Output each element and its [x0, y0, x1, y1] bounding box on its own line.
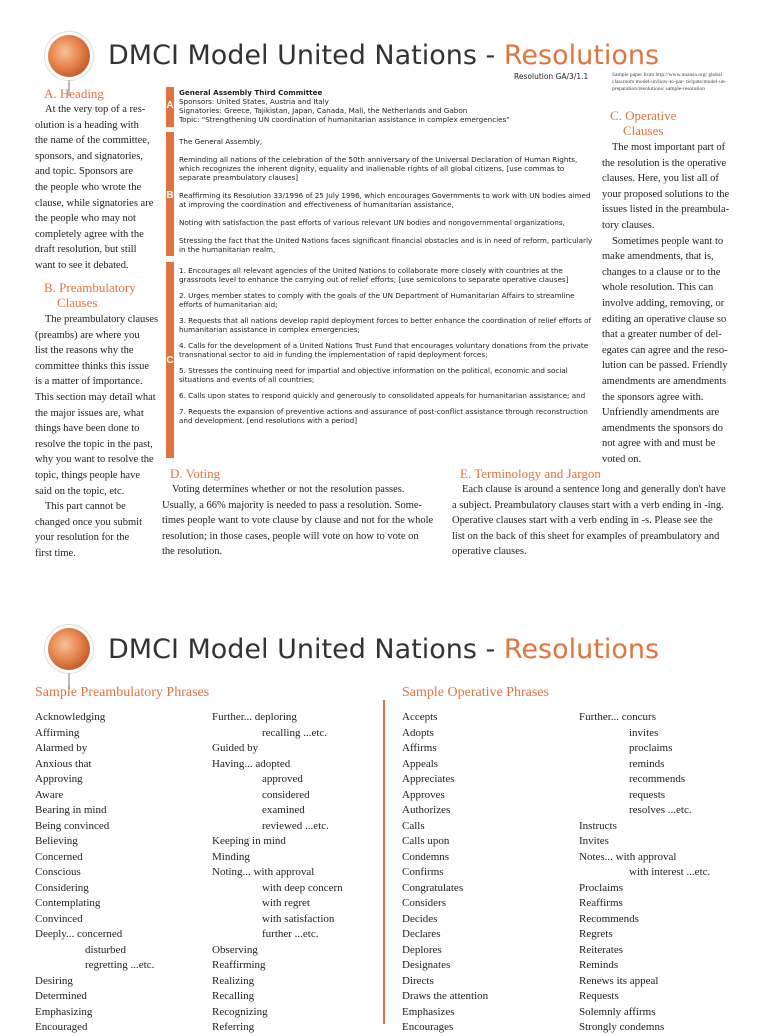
phrase-item: considered	[262, 788, 310, 801]
un-globe-icon	[48, 35, 90, 77]
phrase-item: Renews its appeal	[579, 974, 659, 987]
phrase-item: Contemplating	[35, 897, 101, 909]
phrase-item: Draws the attention	[402, 990, 489, 1002]
phrase-item: with regret	[262, 897, 310, 909]
page1.text_a-line: clause, while signatories are	[35, 197, 154, 209]
phrase-item: reminds	[629, 757, 665, 770]
page1.text_e-line: a subject. Preambulatory clauses start with a verb ending in -ing.	[452, 499, 724, 511]
sample-preamb-1: Reminding all nations of the celebration of the 50th anniversary of the Universal Declaration of Human Rights, which recognizes the inherent dignity, equality and inalienable rights of all global citizens, [use commas to separate preambulatory clauses]	[179, 155, 578, 182]
page1.text_b-line: (preambs) are where you	[35, 329, 140, 341]
title-accent-2: Resolutions	[503, 634, 660, 665]
sample-preamb-4: Stressing the fact that the United Nations faces significant financial obstacles and is in need of reform, particularly in the humanitarian realm,	[179, 236, 593, 254]
phrase-item: Calls	[402, 819, 425, 832]
sample-sponsors: Sponsors: United States, Austria and Italy	[179, 97, 329, 106]
page1.text_a-line: At the very top of a res-	[45, 104, 146, 115]
sample-oper-1: 1. Encourages all relevant agencies of the United Nations to collaborate more closely with countries at the grassroots level to enhance the carrying out of relief efforts; [use semicolons to separate operative clauses]	[179, 266, 569, 284]
page1.text_c-line: the sponsors agree with.	[602, 391, 704, 403]
phrase-item: Appreciates	[402, 773, 455, 785]
phrase-item: Appeals	[402, 757, 439, 770]
page-title	[108, 40, 659, 71]
page1.text_c-line: tory clauses.	[602, 219, 655, 231]
phrase-item: Reiterates	[579, 943, 623, 956]
sample-oper-4: 4. Calls for the development of a United Nations Trust Fund that encourages voluntary donations from the private transnational sector to aid in funding the implementation of rapid deployment forces;	[179, 341, 589, 359]
page1.text_c-line: amendments are amendments	[602, 375, 727, 387]
phrase-item: Observing	[212, 943, 258, 956]
phrase-item: Further... concurs	[579, 711, 656, 723]
phrase-item: further ...etc.	[262, 928, 319, 940]
phrase-item: Noting... with approval	[212, 866, 315, 878]
phrase-item: Bearing in mind	[35, 804, 107, 816]
phrase-item: Notes... with approval	[579, 850, 677, 863]
preamb-phrases-heading: Sample Preambulatory Phrases	[35, 685, 210, 700]
page1.text_c-line: issues listed in the preambula-	[602, 204, 730, 216]
heading-a: A. Heading	[44, 86, 104, 101]
sample-preamb-3: Noting with satisfaction the past efforts of various relevant UN bodies and nongovernmental organizations,	[179, 218, 565, 227]
page1.text_a-line: the people who may not	[35, 213, 136, 225]
title-main: DMCI Model United Nations -	[108, 40, 504, 71]
phrase-item: Directs	[402, 974, 434, 987]
phrase-item: Emphasizing	[35, 1005, 93, 1018]
phrase-item: disturbed	[85, 943, 126, 956]
phrase-item: Alarmed by	[35, 742, 88, 754]
page1.text_b-line: your resolution for the	[35, 532, 130, 544]
sample-committee: General Assembly Third Committee	[179, 88, 323, 97]
phrase-item: Acknowledging	[35, 711, 106, 723]
heading-e: E. Terminology and Jargon	[460, 466, 601, 481]
phrase-item: Affirms	[402, 742, 437, 754]
phrase-item: Recognizing	[212, 1005, 268, 1018]
page1.text_c-line: amendments the sponsors do	[602, 422, 724, 434]
page1.text_a-line: the name of the committee,	[35, 135, 150, 147]
heading-c	[610, 108, 676, 138]
preamb-col-1	[35, 710, 154, 1036]
phrase-item: requests	[629, 788, 666, 801]
phrase-item: recommends	[629, 773, 686, 785]
page1.text_c-line: egates can agree and the reso-	[602, 344, 728, 356]
phrase-item: Concerned	[35, 850, 83, 863]
sample-topic: Topic: "Strengthening UN coordination of humanitarian assistance in complex emergencies"	[179, 115, 510, 124]
page1.text_c-line: not agree with and must be	[602, 438, 716, 450]
phrase-item: Approving	[35, 773, 83, 785]
column-divider	[383, 700, 385, 1024]
sample-preamb-2: Reaffirming its Resolution 33/1996 of 25 July 1996, which encourages Governments to work with UN bodies aimed at improving the coordination and effectiveness of humanitarian assistance,	[179, 191, 591, 209]
page1.text_b-line: the major issues are, what	[35, 407, 144, 419]
phrase-item: Keeping in mind	[212, 835, 286, 847]
page1.text_b-line: This section may detail what	[35, 391, 156, 403]
text-b	[35, 312, 170, 562]
page1.text_a-line: and topic. Sponsors are	[35, 166, 133, 178]
heading-d: D. Voting	[170, 466, 221, 481]
phrase-item: Requests	[579, 990, 619, 1002]
sample-source-note: Sample paper from http://www.unausa.org/ global classroom model-un/how-to-par- ticipate/model-un-preparation/resolutions/ sample-resolution	[612, 72, 727, 92]
oper-col-1	[402, 710, 488, 1036]
heading-c-line1: C. Operative	[610, 108, 677, 123]
heading-b-line1: B. Preambulatory	[44, 280, 136, 295]
phrase-item: Realizing	[212, 974, 255, 987]
page1.text_a-line: the people who wrote the	[35, 181, 142, 193]
page1.text_b-line: said on the topic, etc.	[35, 485, 125, 497]
phrase-item: Condemns	[402, 850, 450, 863]
phrase-item: examined	[262, 804, 305, 816]
preamb-col-2	[212, 710, 343, 1036]
phrase-item: Believing	[35, 835, 78, 847]
phrase-item: Aware	[35, 788, 64, 801]
page1.text_c-line: The most important part of	[612, 142, 726, 153]
page1.text_b-line: topic, things people have	[35, 469, 140, 481]
page1.text_b-line: This part cannot be	[45, 501, 126, 513]
phrase-item: with interest ...etc.	[629, 866, 711, 878]
phrase-item: resolves ...etc.	[629, 804, 692, 816]
sample-oper-3: 3. Requests that all nations develop rapid deployment forces to better enhance the coordination of relief efforts of humanitarian assistance in complex emergencies;	[179, 316, 592, 334]
phrase-item: Conscious	[35, 866, 81, 878]
phrase-item: Confirms	[402, 866, 444, 878]
page1.text_c-line: editing an operative clause so	[602, 313, 727, 325]
page1.text_b-line: things have been done to	[35, 423, 140, 435]
phrase-item: Strongly condemns	[579, 1021, 665, 1033]
page1.text_a-line: olution is a heading with	[35, 119, 139, 131]
title-main-2: DMCI Model United Nations -	[108, 634, 504, 665]
sample-oper-6: 6. Calls upon states to respond quickly and generously to consolidated appeals for humanitarian assistance; and	[179, 391, 586, 400]
phrase-item: Considering	[35, 881, 89, 894]
phrase-item: Declares	[402, 928, 441, 940]
phrase-item: Deeply... concerned	[35, 928, 123, 940]
heading-c-line2: Clauses	[623, 123, 664, 138]
page1.text_c-line: lution can be passed. Friendly	[602, 360, 728, 372]
page1.text_e-line: list on the back of this sheet for examples of preambulatory and	[452, 530, 720, 542]
page1.text_a-line: sponsors, and signatories,	[35, 150, 143, 162]
page1.text_c-line: the resolution is the operative	[602, 157, 727, 169]
phrase-item: Having... adopted	[212, 757, 291, 770]
phrase-item: Desiring	[35, 974, 73, 987]
text-c	[602, 140, 737, 467]
oper-col-2	[579, 710, 710, 1036]
phrase-item: Guided by	[212, 742, 259, 754]
page1.text_a-line: completely agree with the	[35, 228, 144, 240]
text-e	[452, 482, 742, 560]
phrase-item: Further... deploring	[212, 711, 297, 723]
phrase-item: Anxious that	[35, 757, 92, 770]
bar-label-b: B	[166, 190, 174, 201]
page1.text_e-line: Operative clauses start with a verb ending in -s. Please see the	[452, 515, 713, 527]
page1.text_c-line: your proposed solutions to the	[602, 188, 730, 200]
text-d	[162, 482, 452, 560]
un-globe-icon-2	[48, 628, 90, 670]
page1.text_c-line: whole resolution. This can	[602, 282, 714, 294]
phrase-item: Adopts	[402, 726, 434, 739]
page1.text_c-line: make amendments, that is,	[602, 251, 714, 263]
phrase-item: Accepts	[402, 711, 438, 723]
page1.text_a-line: draft resolution, but still	[35, 244, 137, 256]
phrase-item: Convinced	[35, 912, 83, 925]
phrase-item: Considers	[402, 897, 446, 909]
page1.text_c-line: voted on.	[602, 453, 642, 465]
page1.text_b-line: resolve the topic in the past,	[35, 438, 153, 450]
phrase-item: Referring	[212, 1021, 255, 1033]
sample-oper-block	[179, 266, 597, 425]
phrase-item: Designates	[402, 959, 451, 971]
page1.text_b-line: list the reasons why the	[35, 345, 134, 357]
sample-oper-7: 7. Requests the expansion of preventive actions and assurance of post-conflict assistance through reconstruction and development. [end resolutions with a period]	[179, 407, 588, 425]
phrase-item: with satisfaction	[262, 912, 335, 925]
sample-preamb-block	[179, 137, 597, 254]
phrase-item: invites	[629, 726, 659, 739]
phrase-item: Reaffirms	[579, 897, 623, 909]
page1.text_d-line: Usually, a 66% majority is needed to pass a resolution. Some-	[162, 499, 423, 511]
phrase-item: recalling ...etc.	[262, 726, 328, 739]
phrase-item: approved	[262, 773, 303, 785]
page1.text_e-line: Each clause is around a sentence long and generally don't have	[462, 484, 726, 495]
heading-b	[44, 280, 136, 310]
oper-phrases-heading: Sample Operative Phrases	[402, 685, 549, 700]
title-accent: Resolutions	[503, 40, 660, 71]
page1.text_b-line: committee thinks this issue	[35, 360, 150, 372]
phrase-item: Decides	[402, 912, 438, 925]
phrase-item: Approves	[402, 788, 445, 801]
page1.text_c-line: Sometimes people want to	[612, 235, 724, 247]
phrase-item: Determined	[35, 990, 87, 1002]
page1.text_d-line: the resolution.	[162, 546, 223, 558]
page1.text_d-line: times people want to vote clause by clause and not for the whole	[162, 515, 434, 527]
bar-label-a: A	[166, 100, 174, 111]
phrase-item: Deplores	[402, 943, 442, 956]
phrase-item: Calls upon	[402, 835, 450, 847]
sample-signatories: Signatories: Greece, Tajikistan, Japan, Canada, Mali, the Netherlands and Gabon	[179, 106, 468, 115]
page1.text_c-line: involve adding, removing, or	[602, 297, 725, 309]
sample-heading-block	[179, 88, 599, 124]
phrase-item: Congratulates	[402, 881, 464, 894]
phrase-item: with deep concern	[262, 881, 343, 894]
phrase-item: Authorizes	[402, 804, 451, 816]
bar-label-c: C	[166, 355, 174, 366]
phrase-item: Recommends	[579, 912, 639, 925]
sample-oper-5: 5. Stresses the continuing need for impartial and objective information on the political, economic and social situations and events of all countries;	[179, 366, 568, 384]
page1.text_d-line: resolution; in those cases, people will vote on how to vote on	[162, 530, 419, 542]
phrase-item: Invites	[579, 835, 609, 847]
page1.text_c-line: clauses. Here, you list all of	[602, 173, 719, 185]
phrase-item: Solemnly affirms	[579, 1005, 656, 1018]
phrase-item: Minding	[212, 850, 250, 863]
phrase-item: Reaffirming	[212, 959, 266, 971]
phrase-item: Being convinced	[35, 819, 110, 832]
page1.text_b-line: is a matter of importance.	[35, 376, 143, 388]
page1.text_c-line: changes to a clause or to the	[602, 266, 721, 278]
phrase-item: Regrets	[579, 928, 613, 940]
phrase-item: proclaims	[629, 742, 673, 754]
phrase-item: Affirming	[35, 726, 80, 739]
page-title-2	[108, 634, 659, 665]
sample-oper-2: 2. Urges member states to comply with the goals of the UN Department of Humanitarian Affairs to streamline efforts of humanitarian aid;	[179, 291, 575, 309]
phrase-item: Proclaims	[579, 881, 623, 894]
page1.text_a-line: want to see it debated.	[35, 259, 129, 271]
phrase-item: Instructs	[579, 819, 617, 832]
resolution-id: Resolution GA/3/1.1	[514, 72, 589, 81]
page1.text_d-line: Voting determines whether or not the resolution passes.	[172, 484, 405, 495]
page1.text_e-line: operative clauses.	[452, 546, 527, 558]
phrase-item: reviewed ...etc.	[262, 819, 329, 832]
page1.text_b-line: The preambulatory clauses	[45, 314, 159, 325]
phrase-item: Emphasizes	[402, 1005, 455, 1018]
phrase-item: Reminds	[579, 959, 619, 971]
phrase-item: Recalling	[212, 990, 255, 1002]
page1.text_b-line: first time.	[35, 547, 76, 559]
phrase-item: Encourages	[402, 1021, 454, 1033]
page1.text_c-line: that a greater number of del-	[602, 329, 722, 341]
heading-b-line2: Clauses	[57, 295, 98, 310]
phrase-item: Encouraged	[35, 1021, 88, 1033]
sample-preamb-opening: The General Assembly,	[179, 137, 263, 146]
page1.text_b-line: changed once you submit	[35, 516, 143, 528]
page1.text_c-line: Unfriendly amendments are	[602, 407, 720, 419]
phrase-item: regretting ...etc.	[85, 959, 155, 971]
text-a	[35, 102, 170, 274]
page1.text_b-line: why you want to resolve the	[35, 454, 154, 466]
